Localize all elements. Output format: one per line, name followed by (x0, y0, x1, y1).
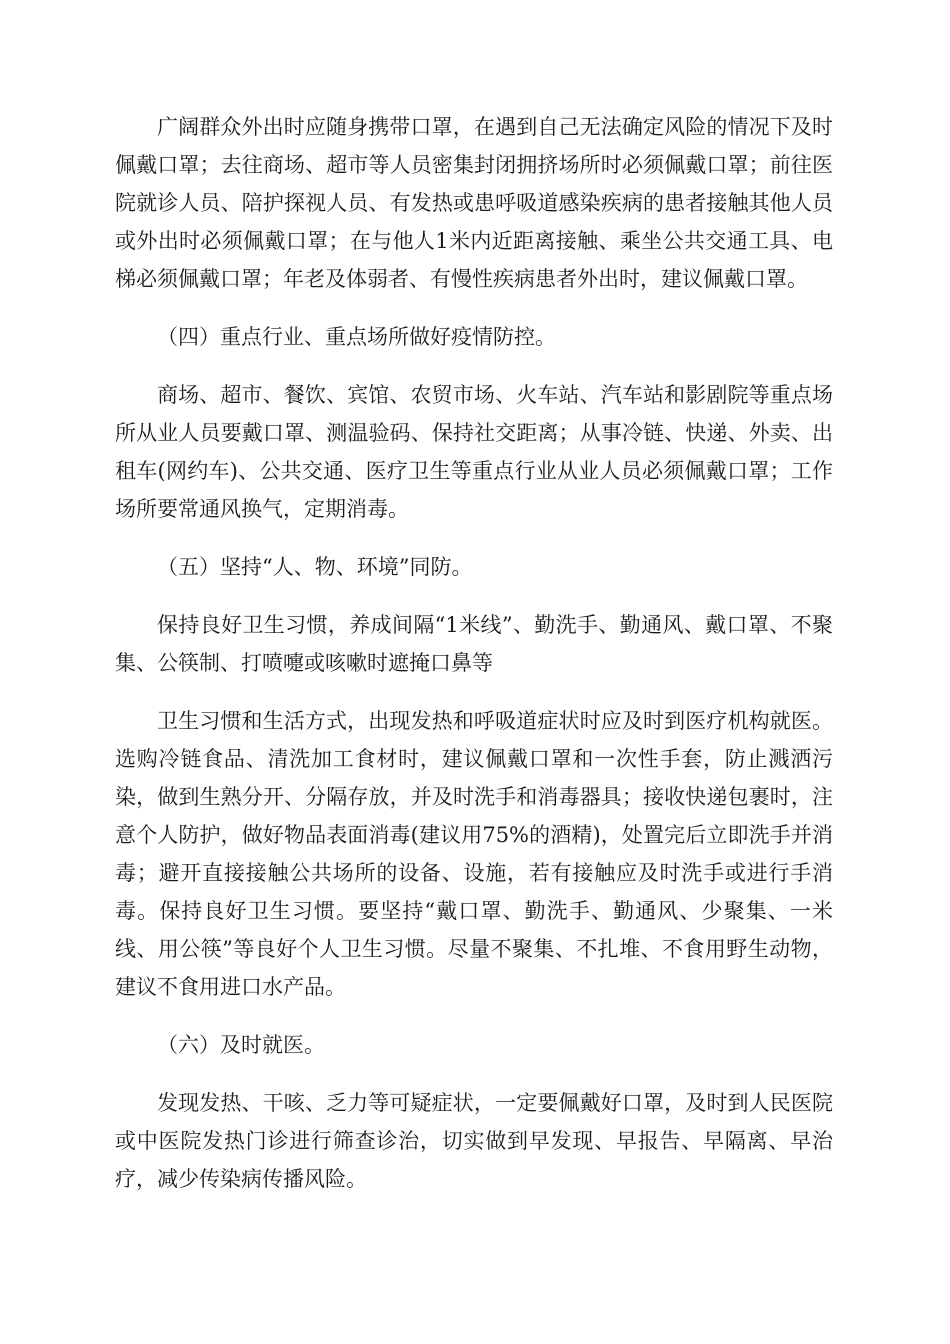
section-heading-5: （五）坚持“人、物、环境”同防。 (157, 555, 473, 579)
paragraph-mask-guidance: 广阔群众外出时应随身携带口罩，在遇到自己无法确定风险的情况下及时佩戴口罩；去往商场、超市等人员密集封闭拥挤场所时必须佩戴口罩；前往医院就诊人员、陪护探视人员、有发热或患呼吸道感染疾病的患者接触其他人员或外出时必须佩戴口罩；在与他人1米内近距离接触、乘坐公共交通工具、电梯必须佩戴口罩；年老及体弱者、有慢性疾病患者外出时，建议佩戴口罩。 (115, 115, 833, 291)
document-page (115, 108, 833, 1198)
paragraph-key-industries: 商场、超市、餐饮、宾馆、农贸市场、火车站、汽车站和影剧院等重点场所从业人员要戴口罩、测温验码、保持社交距离；从事冷链、快递、外卖、出租车(网约车)、公共交通、医疗卫生等重点行业从业人员必须佩戴口罩；工作场所要常通风换气，定期消毒。 (115, 383, 833, 521)
paragraph-hygiene-habits: 保持良好卫生习惯，养成间隔“1米线”、勤洗手、勤通风、戴口罩、不聚集、公筷制、打喷嚏或咳嗽时遮掩口鼻等 (115, 613, 833, 675)
section-heading-4: （四）重点行业、重点场所做好疫情防控。 (157, 325, 556, 349)
paragraph-seek-medical: 发现发热、干咳、乏力等可疑症状，一定要佩戴好口罩，及时到人民医院或中医院发热门诊进行筛查诊治，切实做到早发现、早报告、早隔离、早治疗，减少传染病传播风险。 (115, 1091, 833, 1191)
section-heading-6: （六）及时就医。 (157, 1033, 325, 1057)
paragraph-lifestyle: 卫生习惯和生活方式，出现发热和呼吸道症状时应及时到医疗机构就医。选购冷链食品、清洗加工食材时，建议佩戴口罩和一次性手套，防止溅洒污染，做到生熟分开、分隔存放，并及时洗手和消毒器具；接收快递包裹时，注意个人防护，做好物品表面消毒(建议用75%的酒精)，处置完后立即洗手并消毒；避开直接接触公共场所的设备、设施，若有接触应及时洗手或进行手消毒。保持良好卫生习惯。要坚持“戴口罩、勤洗手、勤通风、少聚集、一米线、用公筷”等良好个人卫生习惯。尽量不聚集、不扎堆、不食用野生动物，建议不食用进口水产品。 (115, 709, 833, 999)
